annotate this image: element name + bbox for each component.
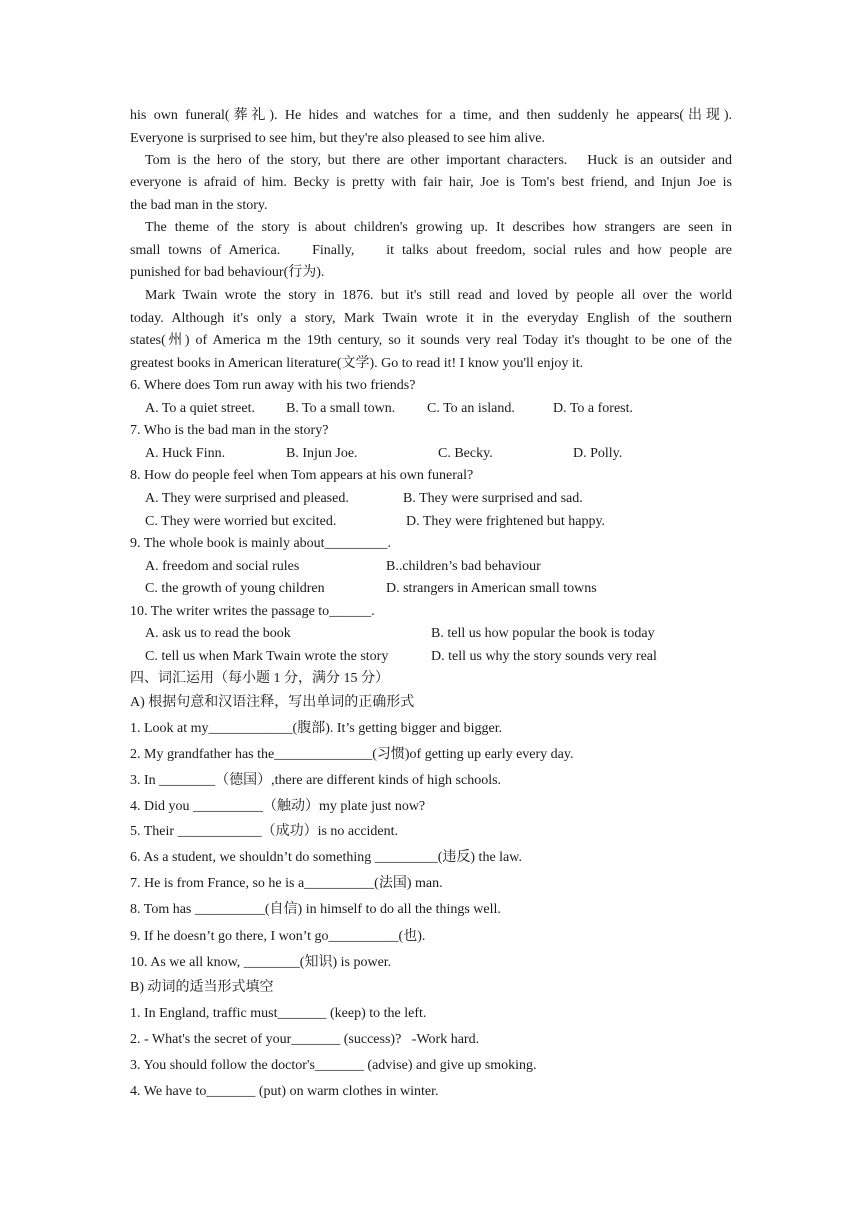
verb-item: 1. In England, traffic must_______ (keep) to the left. xyxy=(130,1006,427,1021)
vocab-item: 3. In ________（德国）,there are different kinds of high schools. xyxy=(130,773,502,788)
passage-line: states(州) of America m the 19th century, so it sounds very real Today it's thought to be one of the xyxy=(130,333,732,348)
vocab-item: 10. As we all know, ________(知识) is power. xyxy=(130,955,392,970)
option-d: D. tell us why the story sounds very real xyxy=(431,649,657,664)
option-d: D. They were frightened but happy. xyxy=(406,514,606,529)
passage-line: greatest books in American literature(文学). Go to read it! I know you'll enjoy it. xyxy=(130,356,584,371)
verb-item: 3. You should follow the doctor's_______ (advise) and give up smoking. xyxy=(130,1058,537,1073)
vocab-item: 7. He is from France, so he is a__________(法国) man. xyxy=(130,876,443,891)
vocab-item: 8. Tom has __________(自信) in himself to do all the things well. xyxy=(130,902,501,917)
option-c: C. tell us when Mark Twain wrote the story xyxy=(145,649,389,664)
part-b-title: B) 动词的适当形式填空 xyxy=(130,980,274,995)
option-c: C. They were worried but excited. xyxy=(145,514,337,529)
option-c: C. To an island. xyxy=(427,401,515,416)
vocab-item: 2. My grandfather has the______________(习惯)of getting up early every day. xyxy=(130,747,574,762)
option-a: A. freedom and social rules xyxy=(145,559,300,574)
option-a: A. ask us to read the book xyxy=(145,626,291,641)
question-stem: 6. Where does Tom run away with his two friends? xyxy=(130,378,416,393)
option-b: B. To a small town. xyxy=(286,401,396,416)
vocab-item: 4. Did you __________（触动）my plate just now? xyxy=(130,799,426,814)
vocab-item: 6. As a student, we shouldn’t do something _________(违反) the law. xyxy=(130,850,522,865)
passage-line: everyone is afraid of him. Becky is pretty with fair hair, Joe is Tom's best friend, and Injun Joe is xyxy=(130,175,732,190)
option-b: B. Injun Joe. xyxy=(286,446,358,461)
vocab-item: 1. Look at my____________(腹部). It’s getting bigger and bigger. xyxy=(130,721,503,736)
option-d: D. strangers in American small towns xyxy=(386,581,597,596)
option-b: B. tell us how popular the book is today xyxy=(431,626,655,641)
passage-line: Everyone is surprised to see him, but they're also pleased to see him alive. xyxy=(130,131,546,146)
vocab-item: 9. If he doesn’t go there, I won’t go__________(也). xyxy=(130,929,426,944)
option-c: C. Becky. xyxy=(438,446,493,461)
passage-line: his own funeral(葬礼). He hides and watches for a time, and then suddenly he appears(出现). xyxy=(130,108,732,123)
option-b: B. They were surprised and sad. xyxy=(403,491,583,506)
option-c: C. the growth of young children xyxy=(145,581,325,596)
option-a: A. To a quiet street. xyxy=(145,401,255,416)
vocab-item: 5. Their ____________（成功）is no accident. xyxy=(130,824,399,839)
option-d: D. To a forest. xyxy=(553,401,634,416)
option-b: B..children’s bad behaviour xyxy=(386,559,541,574)
passage-line: Tom is the hero of the story, but there are other important characters. Huck is an outsider and xyxy=(145,153,732,168)
passage-line: punished for bad behaviour(行为). xyxy=(130,265,325,280)
passage-line: today. Although it's only a story, Mark Twain wrote it in the everyday English of the southern xyxy=(130,311,732,326)
passage-line: the bad man in the story. xyxy=(130,198,268,213)
option-a: A. Huck Finn. xyxy=(145,446,226,461)
question-stem: 7. Who is the bad man in the story? xyxy=(130,423,329,438)
verb-item: 4. We have to_______ (put) on warm clothes in winter. xyxy=(130,1084,439,1099)
question-stem: 9. The whole book is mainly about_________. xyxy=(130,536,392,551)
option-d: D. Polly. xyxy=(573,446,623,461)
question-stem: 10. The writer writes the passage to______. xyxy=(130,604,375,619)
verb-item: 2. - What's the secret of your_______ (success)? -Work hard. xyxy=(130,1032,480,1047)
passage-line: The theme of the story is about children's growing up. It describes how strangers are seen in xyxy=(145,220,732,235)
question-stem: 8. How do people feel when Tom appears at his own funeral? xyxy=(130,468,474,483)
option-a: A. They were surprised and pleased. xyxy=(145,491,349,506)
section-title: 四、词汇运用（每小题 1 分，满分 15 分） xyxy=(130,671,389,686)
passage-line: Mark Twain wrote the story in 1876. but it's still read and loved by people all over the world xyxy=(145,288,732,303)
part-a-title: A) 根据句意和汉语注释，写出单词的正确形式 xyxy=(130,695,415,710)
passage-line: small towns of America. Finally, it talks about freedom, social rules and how people are xyxy=(130,243,732,258)
